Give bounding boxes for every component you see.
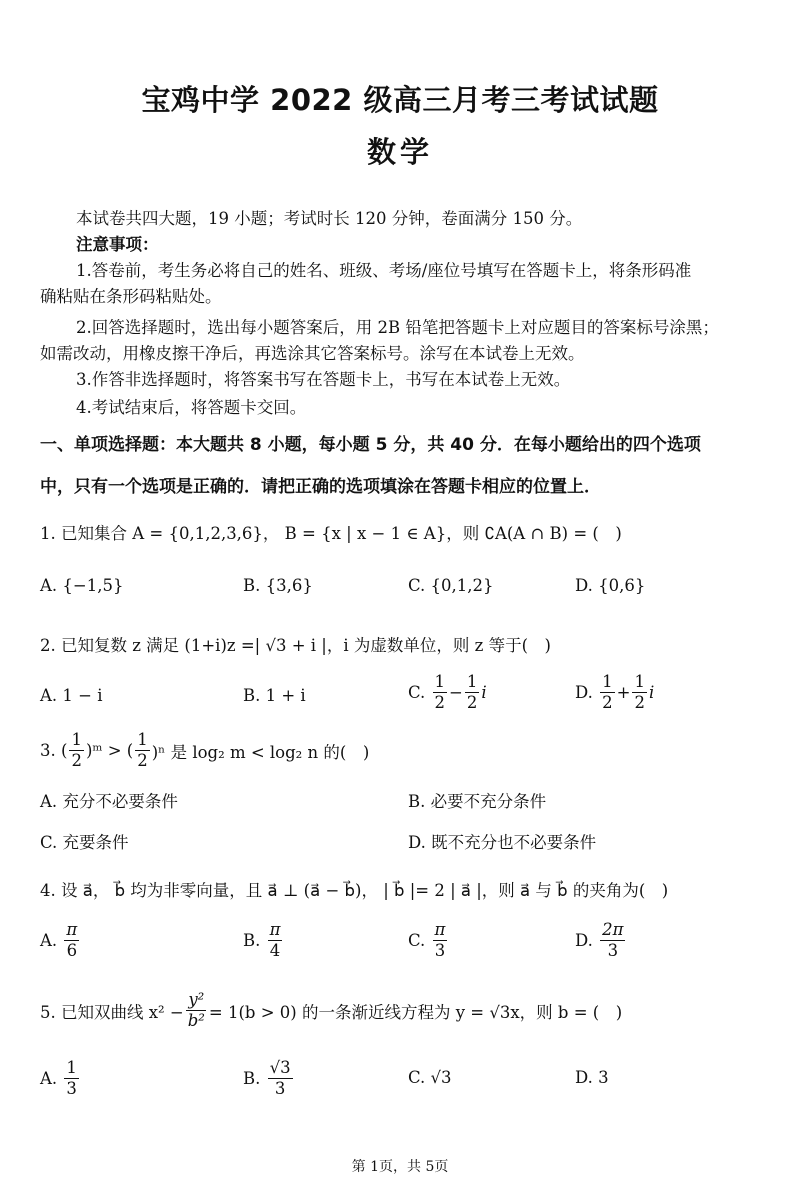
- question-1-stem: 1. 已知集合 A = {0,1,2,3,6}， B = {x | x − 1 ∈ A}，则 ∁A(A ∩ B) = ( ): [40, 524, 622, 543]
- q5-a-den: 3: [66, 1079, 77, 1098]
- q2-c-fraction-1: [433, 672, 448, 713]
- q4-option-c: [408, 920, 449, 961]
- q2-d-den-1: 2: [602, 693, 613, 712]
- q5-f-den: b²: [187, 1011, 205, 1030]
- q3-f1-num: 1: [71, 730, 82, 749]
- subject-title: 数学: [366, 135, 433, 169]
- note-2-line-1: 2.回答选择题时，选出每小题答案后，用 2B 铅笔把答题卡上对应题目的答案标号涂黑；: [76, 318, 719, 337]
- q5-option-b: [243, 1058, 295, 1099]
- q5-option-c: C. √3: [408, 1068, 452, 1087]
- q2-c-num-2: 1: [466, 672, 478, 691]
- q2-c-num-1: 1: [434, 672, 446, 691]
- notes-heading: 注意事项：: [76, 235, 159, 254]
- q4-b-label: B.: [243, 931, 261, 950]
- note-1-line-1: 1.答卷前，考生务必将自己的姓名、班级、考场/座位号填写在答题卡上，将条形码准: [76, 261, 692, 280]
- q4-a-fraction: [64, 920, 79, 961]
- q3-fraction-2: [135, 730, 150, 771]
- question-2-stem: 2. 已知复数 z 满足 (1+i)z =| √3 + i |，i 为虚数单位，则 z 等于( ): [40, 636, 551, 655]
- q2-option-a: A. 1 − i: [40, 686, 103, 705]
- q4-d-num: 2π: [602, 920, 624, 939]
- page-footer: 第 1页，共 5页: [351, 1159, 449, 1175]
- exam-title: 宝鸡中学 2022 级高三月考三考试试题: [141, 83, 659, 117]
- q4-c-num: π: [434, 920, 446, 939]
- q5-a-label: A.: [40, 1069, 58, 1088]
- q2-option-c: [408, 672, 487, 713]
- q5-a-num: 1: [66, 1058, 77, 1077]
- q2-d-fraction-1: [600, 672, 615, 713]
- q4-a-label: A.: [40, 931, 58, 950]
- q2-c-label: C.: [408, 683, 426, 702]
- q4-a-den: 6: [66, 941, 78, 960]
- q5-b-num: √3: [269, 1058, 291, 1077]
- note-4: 4.考试结束后，将答题卡交回。: [76, 398, 307, 417]
- question-5-stem: [40, 990, 622, 1031]
- q2-d-fraction-2: [632, 672, 647, 713]
- note-3: 3.作答非选择题时，将答案书写在答题卡上，书写在本试卷上无效。: [76, 370, 571, 389]
- q3-f1-den: 2: [71, 751, 82, 770]
- q3-stem-post: )ⁿ 是 log₂ m < log₂ n 的( ): [151, 742, 370, 762]
- q2-c-den-1: 2: [434, 693, 446, 712]
- q3-option-b: B. 必要不充分条件: [408, 792, 547, 811]
- q1-option-a: A. {−1,5}: [40, 576, 124, 595]
- q2-c-tail: i: [481, 683, 487, 702]
- q3-fraction-1: [69, 730, 84, 771]
- q3-stem-mid: )ᵐ > (: [85, 741, 134, 760]
- q2-c-fraction-2: [465, 672, 480, 713]
- q4-b-num: π: [269, 920, 281, 939]
- q5-stem-pre: 5. 已知双曲线 x² −: [40, 1002, 184, 1022]
- section-1-line-2: 中，只有一个选项是正确的．请把正确的选项填涂在答题卡相应的位置上．: [40, 477, 601, 497]
- q4-b-fraction: [268, 920, 283, 961]
- q4-d-den: 3: [607, 941, 619, 960]
- q2-d-tail: i: [648, 683, 655, 702]
- q5-fraction: [186, 990, 207, 1031]
- note-1-line-2: 确粘贴在条形码粘贴处。: [40, 287, 222, 306]
- q4-b-den: 4: [269, 941, 281, 960]
- q3-option-a: A. 充分不必要条件: [40, 792, 178, 811]
- q3-option-c: C. 充要条件: [40, 833, 129, 852]
- question-4-stem: 4. 设 a⃗， b⃗ 均为非零向量，且 a⃗ ⊥ (a⃗ − b⃗)， | b⃗ |= 2 | a⃗ |，则 a⃗ 与 b⃗ 的夹角为( ): [40, 881, 669, 900]
- q4-d-label: D.: [575, 931, 593, 950]
- q2-d-num-1: 1: [602, 672, 613, 691]
- note-2-line-2: 如需改动，用橡皮擦干净后，再选涂其它答案标号。涂写在本试卷上无效。: [40, 344, 585, 363]
- question-3-stem: [40, 730, 369, 771]
- q2-option-b: B. 1 + i: [243, 686, 306, 705]
- q4-a-num: π: [66, 920, 78, 939]
- q5-a-fraction: [64, 1058, 79, 1099]
- q4-option-d: [575, 920, 627, 961]
- q1-option-d: D. {0,6}: [575, 576, 646, 595]
- q5-b-den: 3: [274, 1079, 286, 1098]
- q4-option-b: [243, 920, 284, 961]
- q4-option-a: [40, 920, 81, 961]
- q1-option-b: B. {3,6}: [243, 576, 313, 595]
- q3-option-d: D. 既不充分也不必要条件: [408, 833, 597, 852]
- q5-f-num: y²: [188, 990, 205, 1009]
- q3-f2-num: 1: [137, 730, 148, 749]
- q3-stem-pre: 3. (: [40, 741, 68, 760]
- section-1-line-1: 一、单项选择题：本大题共 8 小题，每小题 5 分，共 40 分．在每小题给出的四个选项: [40, 435, 701, 455]
- q4-c-den: 3: [434, 941, 446, 960]
- q5-option-d: D. 3: [575, 1068, 609, 1087]
- intro-text: 本试卷共四大题，19 小题；考试时长 120 分钟，卷面满分 150 分。: [76, 209, 583, 228]
- q5-b-fraction: [268, 1058, 293, 1099]
- q4-d-fraction: [600, 920, 625, 961]
- q2-d-num-2: 1: [634, 672, 645, 691]
- q2-d-operator: +: [616, 683, 631, 702]
- q2-d-den-2: 2: [634, 693, 645, 712]
- q2-c-operator: −: [449, 683, 463, 702]
- q4-c-fraction: [433, 920, 448, 961]
- q5-stem-post: = 1(b > 0) 的一条渐近线方程为 y = √3x，则 b = ( ): [208, 1002, 623, 1022]
- q5-b-label: B.: [243, 1069, 261, 1088]
- q2-c-den-2: 2: [466, 693, 478, 712]
- q2-option-d: [575, 672, 654, 713]
- q1-option-c: C. {0,1,2}: [408, 576, 494, 595]
- q4-c-label: C.: [408, 931, 426, 950]
- q3-f2-den: 2: [137, 751, 148, 770]
- q2-d-label: D.: [575, 683, 593, 702]
- q5-option-a: [40, 1058, 81, 1099]
